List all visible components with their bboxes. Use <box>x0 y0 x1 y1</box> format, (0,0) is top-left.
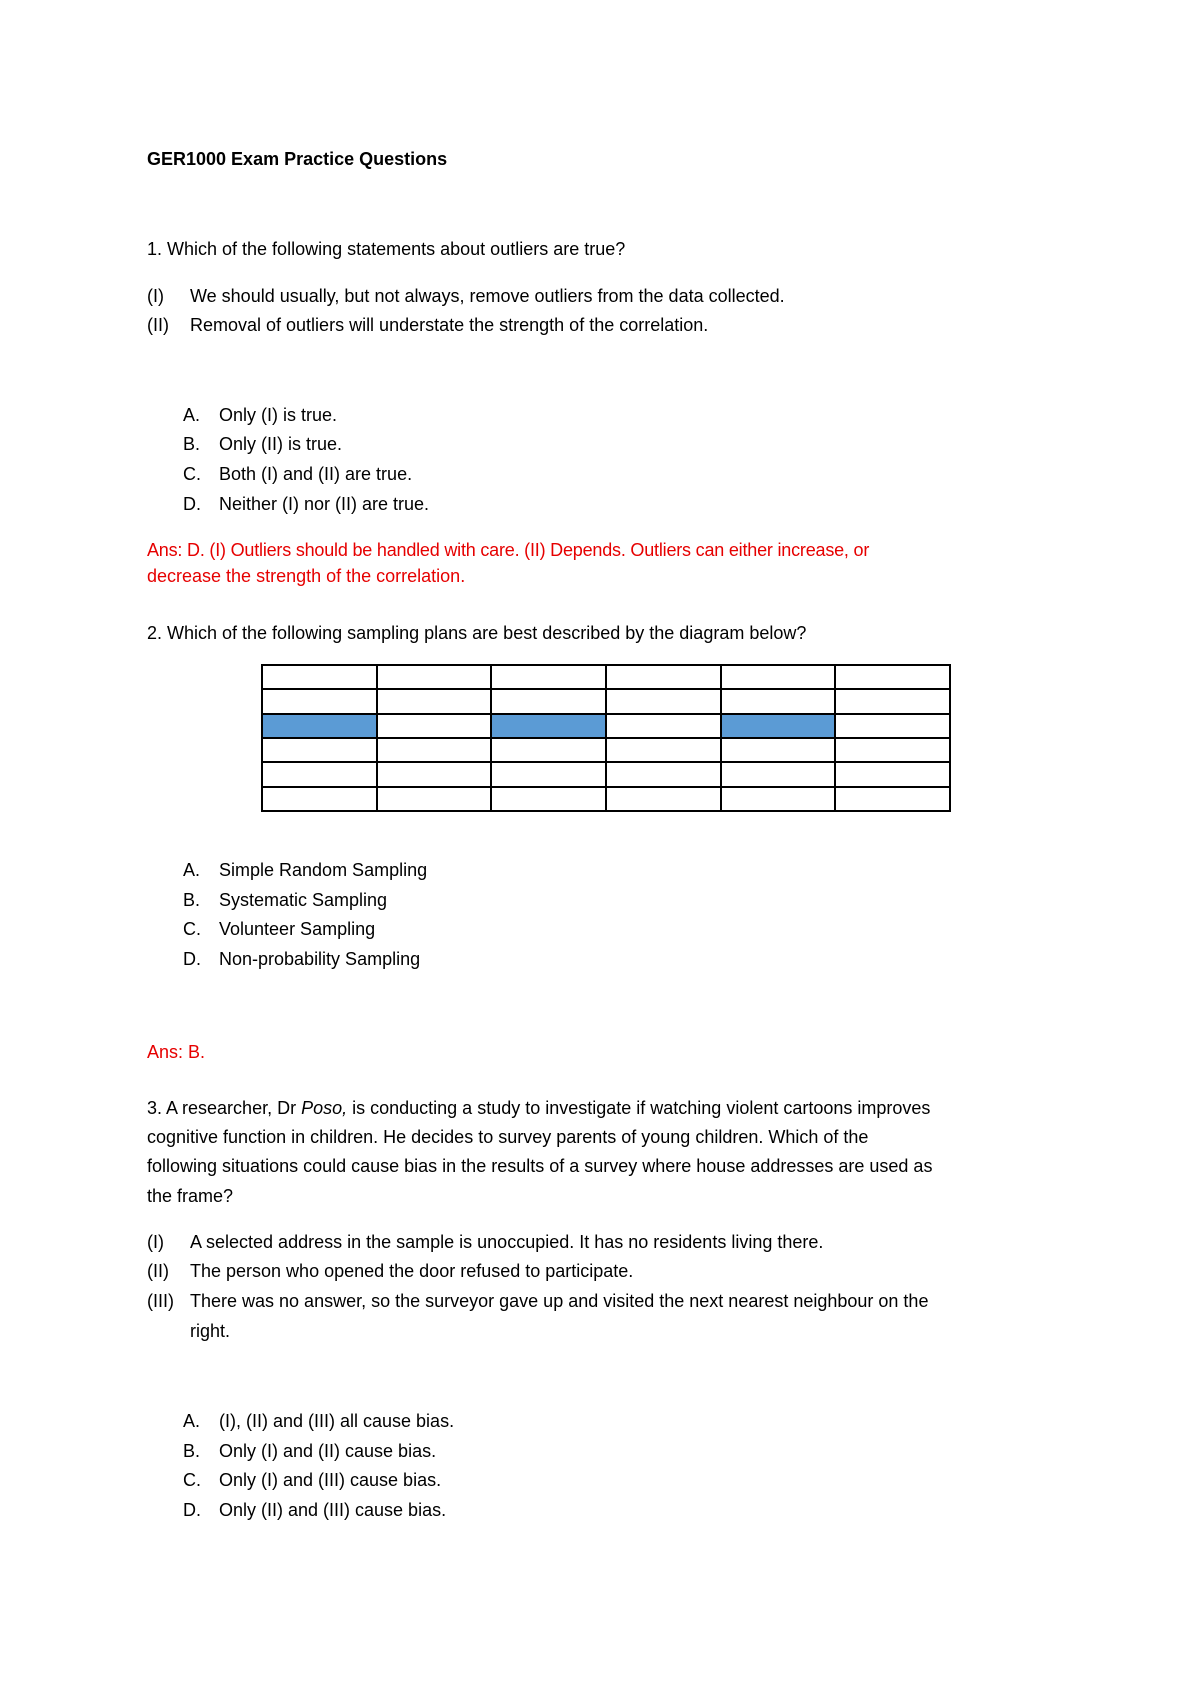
option-label: C. <box>183 919 201 939</box>
statement-label: (III) <box>147 1291 174 1311</box>
grid-cell <box>377 787 492 811</box>
option-label: A. <box>183 405 201 425</box>
grid-cell <box>606 689 721 713</box>
grid-cell <box>721 762 836 786</box>
grid-cell <box>721 689 836 713</box>
grid-cell <box>262 689 377 713</box>
statement-label: (I) <box>147 286 164 306</box>
option-text: Only (I) is true. <box>219 405 338 425</box>
question-3-stem-line-3: following situations could cause bias in the results of a survey where house addresses are used as <box>147 1156 933 1176</box>
grid-cell <box>491 689 606 713</box>
statement-text-cont: right. <box>190 1321 231 1341</box>
grid-cell-shaded <box>262 714 377 738</box>
statement-text: The person who opened the door refused to participate. <box>190 1261 634 1281</box>
question-3-stem-line-1 <box>147 1098 930 1120</box>
option-label: B. <box>183 434 201 454</box>
option-text: Only (I) and (III) cause bias. <box>219 1470 442 1490</box>
grid-cell <box>606 714 721 738</box>
option-label: D. <box>183 494 201 514</box>
option-label: B. <box>183 890 201 910</box>
grid-cell <box>377 665 492 689</box>
grid-cell-shaded <box>721 714 836 738</box>
stem-text: 3. A researcher, Dr <box>147 1098 302 1118</box>
statement-text: We should usually, but not always, remove outliers from the data collected. <box>190 286 785 306</box>
grid-row <box>262 738 950 762</box>
grid-cell <box>835 787 950 811</box>
grid-cell <box>262 738 377 762</box>
grid-cell <box>377 762 492 786</box>
option-text: Both (I) and (II) are true. <box>219 464 413 484</box>
option-label: A. <box>183 1411 201 1431</box>
grid-cell <box>377 689 492 713</box>
grid-row <box>262 714 950 738</box>
grid-cell <box>606 787 721 811</box>
grid-cell <box>835 665 950 689</box>
option-label: A. <box>183 860 201 880</box>
grid-row <box>262 762 950 786</box>
option-text: Systematic Sampling <box>219 890 388 910</box>
grid-cell <box>835 762 950 786</box>
option-text: Non-probability Sampling <box>219 949 421 969</box>
grid-cell <box>377 738 492 762</box>
option-text: Simple Random Sampling <box>219 860 428 880</box>
grid-cell-shaded <box>491 714 606 738</box>
question-1-answer-cont: decrease the strength of the correlation. <box>147 566 466 586</box>
grid-cell <box>606 762 721 786</box>
statement-text: A selected address in the sample is unoccupied. It has no residents living there. <box>190 1232 824 1252</box>
question-2-stem: 2. Which of the following sampling plans are best described by the diagram below? <box>147 623 807 643</box>
option-text: (I), (II) and (III) all cause bias. <box>219 1411 455 1431</box>
statement-label: (II) <box>147 1261 169 1281</box>
grid-cell <box>262 762 377 786</box>
option-text: Only (II) is true. <box>219 434 343 454</box>
grid-cell <box>491 738 606 762</box>
grid-cell <box>491 762 606 786</box>
option-label: B. <box>183 1441 201 1461</box>
question-2-answer: Ans: B. <box>147 1042 206 1062</box>
grid-cell <box>721 738 836 762</box>
statement-text: Removal of outliers will understate the strength of the correlation. <box>190 315 709 335</box>
question-3-stem-line-4: the frame? <box>147 1186 234 1206</box>
option-label: D. <box>183 949 201 969</box>
question-1-stem: 1. Which of the following statements about outliers are true? <box>147 239 626 259</box>
statement-label: (I) <box>147 1232 164 1252</box>
page-title: GER1000 Exam Practice Questions <box>147 149 448 169</box>
grid-cell <box>606 738 721 762</box>
grid-cell <box>835 714 950 738</box>
statement-label: (II) <box>147 315 169 335</box>
grid-cell <box>491 665 606 689</box>
grid-cell <box>835 689 950 713</box>
option-label: D. <box>183 1500 201 1520</box>
sampling-grid-diagram <box>261 664 951 812</box>
grid-cell <box>721 665 836 689</box>
option-text: Volunteer Sampling <box>219 919 376 939</box>
researcher-name: Poso, <box>301 1098 348 1118</box>
option-text: Only (I) and (II) cause bias. <box>219 1441 437 1461</box>
stem-text: is conducting a study to investigate if watching violent cartoons improves <box>347 1098 931 1118</box>
grid-cell <box>262 787 377 811</box>
grid-row <box>262 665 950 689</box>
question-1-answer: Ans: D. (I) Outliers should be handled with care. (II) Depends. Outliers can either increase, or <box>147 540 870 560</box>
grid-cell <box>606 665 721 689</box>
grid-row <box>262 787 950 811</box>
grid-cell <box>835 738 950 762</box>
grid-row <box>262 689 950 713</box>
option-text: Only (II) and (III) cause bias. <box>219 1500 447 1520</box>
statement-text: There was no answer, so the surveyor gave up and visited the next nearest neighbour on the <box>190 1291 929 1311</box>
question-3-stem-line-2: cognitive function in children. He decides to survey parents of young children. Which of the <box>147 1127 869 1147</box>
grid-cell <box>262 665 377 689</box>
grid-cell <box>377 714 492 738</box>
grid-cell <box>721 787 836 811</box>
option-label: C. <box>183 464 201 484</box>
option-text: Neither (I) nor (II) are true. <box>219 494 430 514</box>
grid-cell <box>491 787 606 811</box>
option-label: C. <box>183 1470 201 1490</box>
